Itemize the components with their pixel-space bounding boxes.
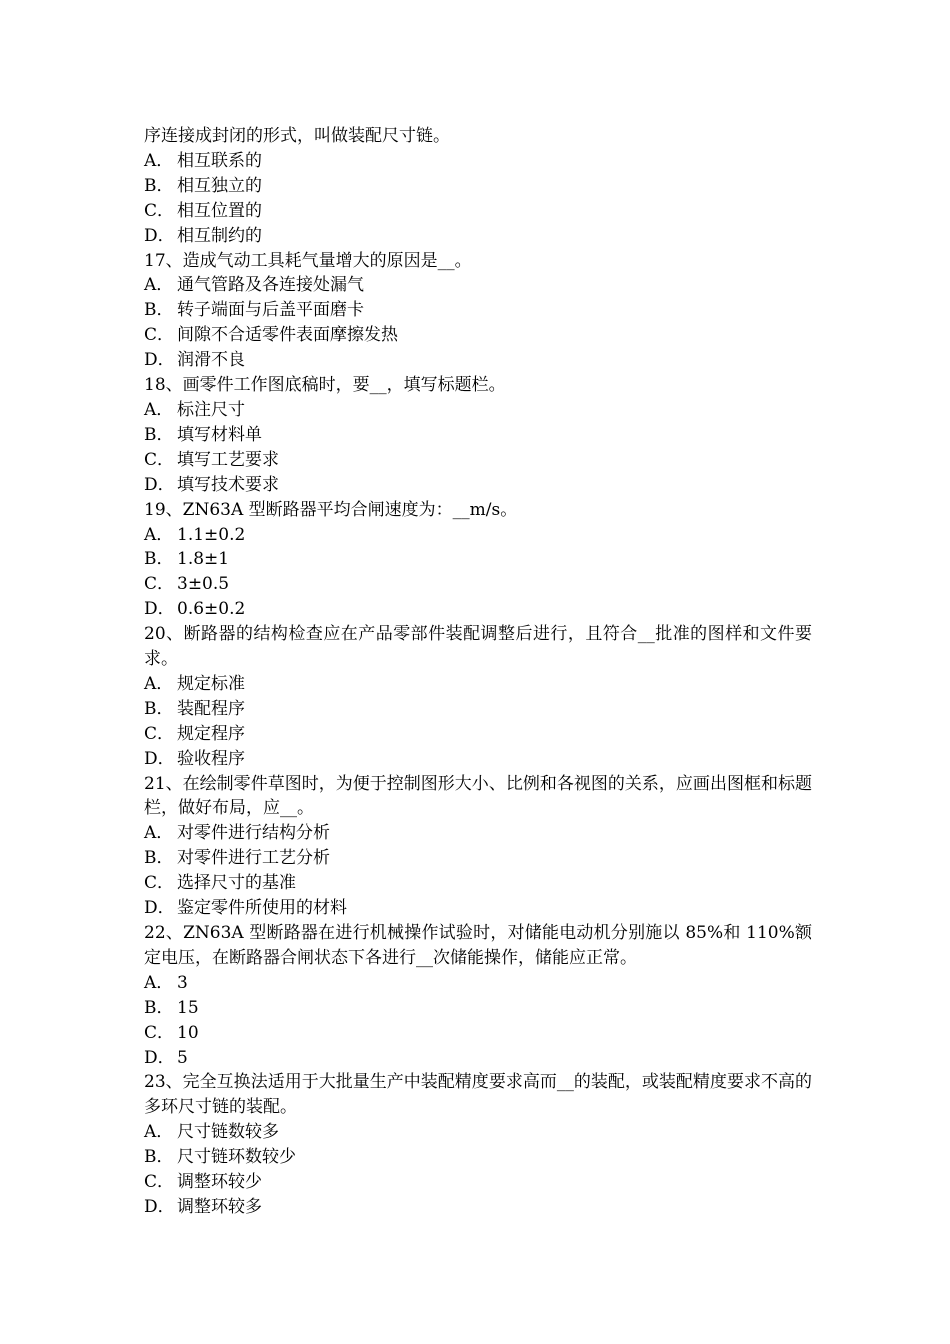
option-letter: D． (144, 748, 175, 769)
option-letter: C． (144, 873, 175, 894)
option-letter: A． (144, 1122, 174, 1143)
option-letter: A． (144, 524, 174, 545)
option-text: 调整环较多 (177, 1196, 262, 1217)
option-text: 1.1±0.2 (177, 524, 246, 545)
option-d (144, 473, 812, 498)
question-stem: 22、ZN63A 型断路器在进行机械操作试验时，对储能电动机分别施以 85%和 110%额定电压，在断路器合闸状态下各进行__次储能操作，储能应正常。 (144, 923, 812, 968)
option-text: 规定程序 (177, 723, 245, 744)
option-letter: C． (144, 325, 175, 346)
option-letter: A． (144, 275, 174, 296)
continuation-options (144, 149, 812, 249)
option-c (144, 199, 812, 224)
option-text: 填写材料单 (177, 424, 262, 445)
option-text: 规定标准 (177, 673, 245, 694)
option-letter: D． (144, 599, 175, 620)
option-letter: B． (144, 848, 174, 869)
option-letter: B． (144, 300, 174, 321)
option-letter: D． (144, 898, 175, 919)
option-d (144, 597, 812, 622)
option-text: 3±0.5 (177, 574, 230, 595)
option-text: 1.8±1 (177, 549, 230, 570)
option-text: 15 (177, 997, 199, 1018)
option-letter: A． (144, 972, 174, 993)
option-a (144, 971, 812, 996)
option-text: 装配程序 (177, 698, 245, 719)
question-18 (144, 373, 812, 498)
option-d (144, 896, 812, 921)
option-a (144, 1120, 812, 1145)
option-text: 10 (177, 1022, 199, 1043)
option-d (144, 348, 812, 373)
option-letter: B． (144, 997, 174, 1018)
option-text: 调整环较少 (177, 1172, 262, 1193)
option-text: 填写技术要求 (177, 474, 279, 495)
option-b (144, 174, 812, 199)
option-letter: A． (144, 150, 174, 171)
option-letter: A． (144, 673, 174, 694)
option-letter: C． (144, 449, 175, 470)
option-letter: C． (144, 1022, 175, 1043)
option-letter: C． (144, 1172, 175, 1193)
option-d (144, 1046, 812, 1071)
option-text: 尺寸链数较多 (177, 1122, 279, 1143)
option-letter: B． (144, 698, 174, 719)
question-22 (144, 921, 812, 1070)
option-text: 3 (177, 972, 188, 993)
option-b (144, 298, 812, 323)
option-letter: B． (144, 549, 174, 570)
option-letter: D． (144, 474, 175, 495)
option-letter: D． (144, 1047, 175, 1068)
question-21 (144, 772, 812, 921)
option-text: 对零件进行工艺分析 (177, 848, 330, 869)
option-letter: C． (144, 574, 175, 595)
option-text: 相互制约的 (177, 225, 262, 246)
option-text: 标注尺寸 (177, 399, 245, 420)
option-letter: B． (144, 424, 174, 445)
option-b (144, 846, 812, 871)
option-text: 选择尺寸的基准 (177, 873, 296, 894)
option-letter: A． (144, 399, 174, 420)
option-text: 间隙不合适零件表面摩擦发热 (177, 325, 398, 346)
option-a (144, 149, 812, 174)
question-19 (144, 498, 812, 623)
option-a (144, 398, 812, 423)
option-letter: A． (144, 823, 174, 844)
document-page (144, 124, 812, 1220)
option-text: 通气管路及各连接处漏气 (177, 275, 364, 296)
option-c (144, 722, 812, 747)
option-c (144, 1170, 812, 1195)
question-20 (144, 622, 812, 771)
option-text: 转子端面与后盖平面磨卡 (177, 300, 364, 321)
option-letter: B． (144, 175, 174, 196)
option-text: 鉴定零件所使用的材料 (177, 898, 347, 919)
option-text: 润滑不良 (177, 350, 245, 371)
option-text: 验收程序 (177, 748, 245, 769)
option-letter: C． (144, 723, 175, 744)
question-17 (144, 249, 812, 374)
option-b (144, 996, 812, 1021)
option-text: 相互联系的 (177, 150, 262, 171)
option-a (144, 821, 812, 846)
option-c (144, 1021, 812, 1046)
question-stem: 21、在绘制零件草图时，为便于控制图形大小、比例和各视图的关系，应画出图框和标题栏，做好布局，应__。 (144, 773, 812, 819)
option-text: 尺寸链环数较少 (177, 1147, 296, 1168)
option-letter: C． (144, 200, 175, 221)
question-stem: 19、ZN63A 型断路器平均合闸速度为：__m/s。 (144, 499, 518, 520)
option-letter: D． (144, 1196, 175, 1217)
option-a (144, 273, 812, 298)
option-b (144, 1145, 812, 1170)
option-c (144, 572, 812, 597)
option-letter: D． (144, 225, 175, 246)
option-text: 5 (177, 1047, 188, 1068)
option-text: 填写工艺要求 (177, 449, 279, 470)
option-letter: D． (144, 350, 175, 371)
option-text: 相互独立的 (177, 175, 262, 196)
question-23 (144, 1070, 812, 1219)
option-d (144, 747, 812, 772)
option-c (144, 448, 812, 473)
option-c (144, 323, 812, 348)
option-d (144, 1195, 812, 1220)
option-text: 相互位置的 (177, 200, 262, 221)
option-a (144, 523, 812, 548)
option-text: 对零件进行结构分析 (177, 823, 330, 844)
continuation-text: 序连接成封闭的形式，叫做装配尺寸链。 (144, 126, 450, 146)
option-d (144, 224, 812, 249)
option-letter: B． (144, 1147, 174, 1168)
question-stem: 18、画零件工作图底稿时，要__，填写标题栏。 (144, 375, 506, 396)
question-stem: 23、完全互换法适用于大批量生产中装配精度要求高而__的装配，或装配精度要求不高的多环尺寸链的装配。 (144, 1072, 812, 1118)
option-c (144, 871, 812, 896)
option-text: 0.6±0.2 (177, 599, 246, 620)
option-a (144, 672, 812, 697)
option-b (144, 547, 812, 572)
question-stem: 20、断路器的结构检查应在产品零部件装配调整后进行，且符合__批准的图样和文件要求。 (144, 624, 812, 670)
option-b (144, 423, 812, 448)
question-stem: 17、造成气动工具耗气量增大的原因是__。 (144, 250, 472, 271)
option-b (144, 697, 812, 722)
